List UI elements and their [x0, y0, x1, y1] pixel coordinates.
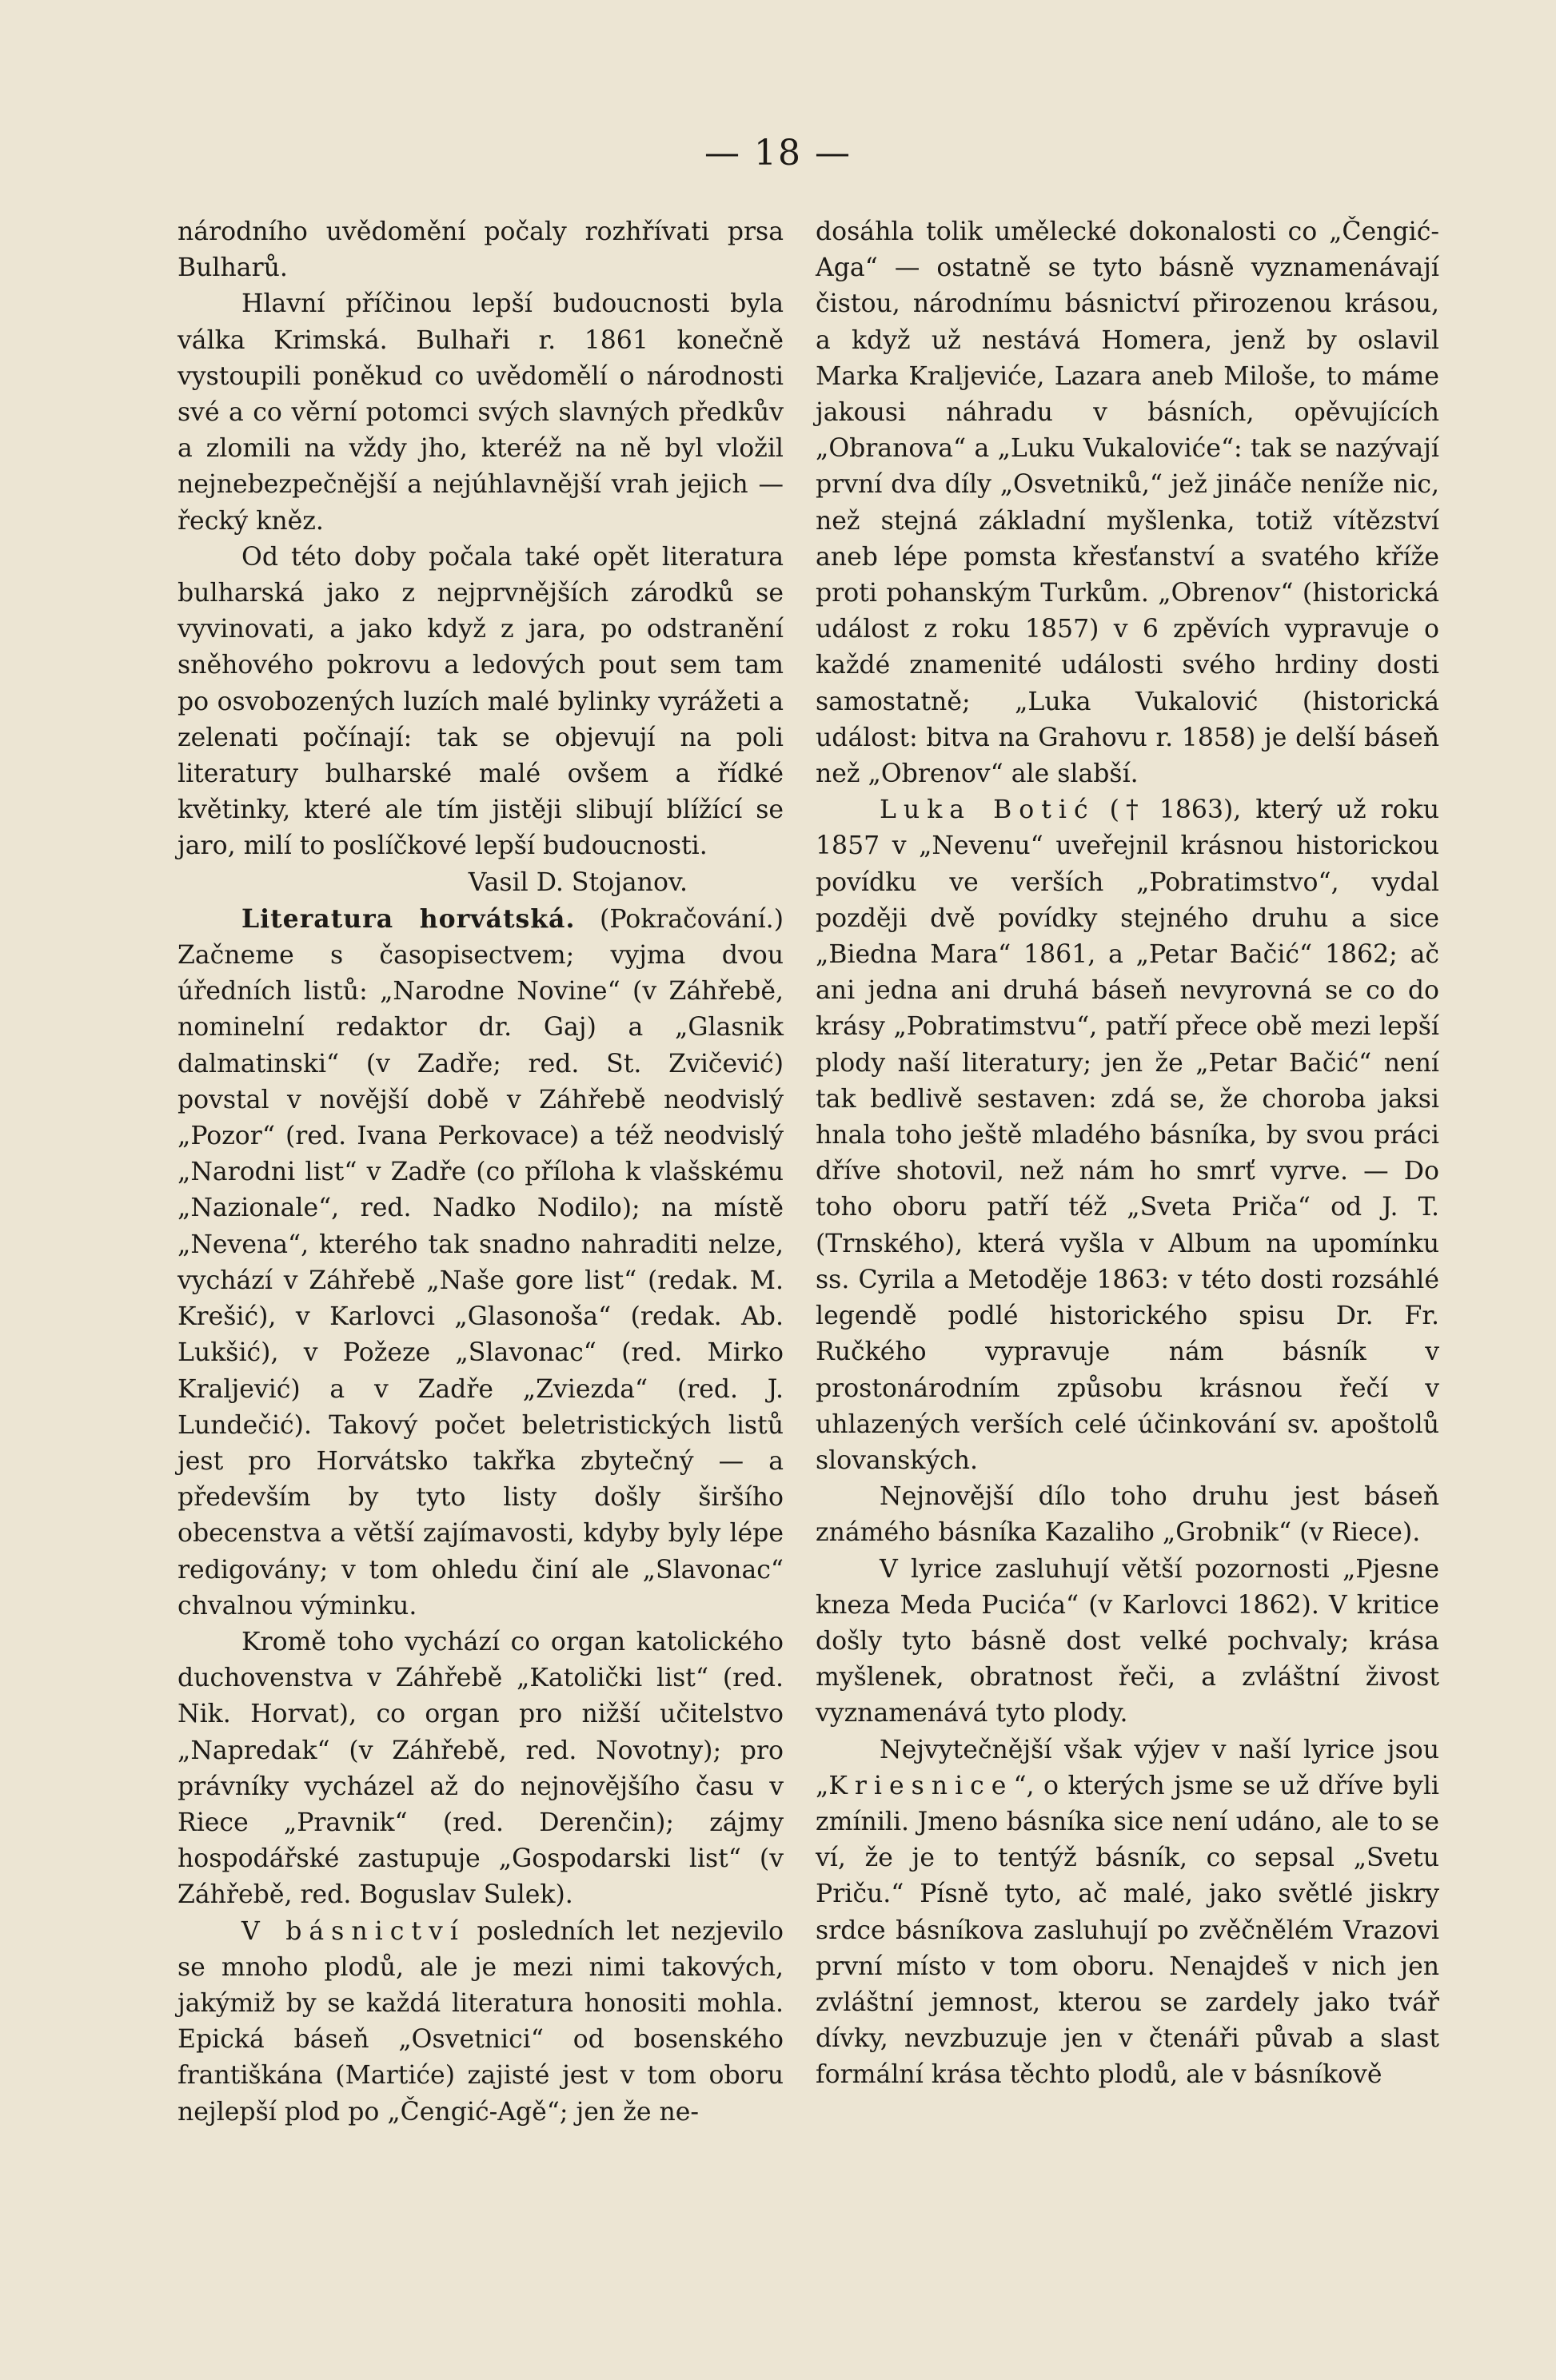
section-heading: Literatura horvátská.	[241, 903, 576, 934]
paragraph-text: “, o kterých jsme se už dříve byli zmínili. Jmeno básníka sice není udáno, ale to se ví, že je to tentýž básník, co sepsal „Svetu Priču.“ Písně tyto, ač malé, jako světlé jiskry srdce básníkova zasluhují po zvěčnělém Vrazovi první místo v tom oboru. Nenajdeš v nich jen zvláštní jemnost, kterou se zardely jako tvář dívky, nevzbuzuje jen v čtenáři půvab a slast formální krása těchto plodů, ale v básníkově	[816, 1771, 1439, 2090]
page-number: — 18 —	[704, 133, 852, 173]
paragraph: Nejnovější dílo toho druhu jest báseň známého básníka Kazaliho „Grobnik“ (v Riece).	[816, 1482, 1439, 1548]
left-column	[178, 214, 784, 2131]
paragraph: národního uvědomění počaly rozhřívati prsa Bulharů.	[178, 217, 784, 283]
paragraph-text: († 1863), který už roku 1857 v „Nevenu“ uveřejnil krásnou historickou povídku ve verších „Pobratimstvo“, vydal později dvě povídky stejného druhu a sice „Biedna Mara“ 1861, a „Petar Bačić“ 1862; ač ani jedna ani druhá báseň nevyrovná se co do krásy „Pobratimstvu“, patří přece obě mezi lepší plody naší literatury; jen že „Petar Bačić“ není tak bedlivě sestaven: zdá se, že choroba jaksi hnala toho ještě mladého básníka, by svou práci dříve shotovil, než nám ho smrť vyrve. — Do toho oboru patří též „Sveta Priča“ od J. T. (Trnského), která vyšla v Album na upomínku ss. Cyrila a Metoděje 1863: v této dosti rozsáhlé legendě podlé historického spisu Dr. Fr. Ručkého vypravuje nám básník v prostonárodním způsobu krásnou řečí v uhlazených verších celé účinkování sv. apoštolů slovanských.	[816, 795, 1440, 1475]
section-paragraph	[178, 901, 784, 1625]
paragraph	[816, 1732, 1439, 2094]
paragraph: dosáhla tolik umělecké dokonalosti co „Čengić-Aga“ — ostatně se tyto básně vyznamenávají čistou, národnímu básnictví přirozenou krásou, a když už nestává Homera, jenž by oslavil Marka Kraljeviće, Lazara aneb Miloše, to máme jakousi náhradu v básních, opěvujících „Obranova“ a „Luku Vukaloviće“: tak se nazývají první dva díly „Osvetniků,“ jež jináče neníže nic, než stejná základní myšlenka, totiž vítězství aneb lépe pomsta křesťanství a svatého kříže proti pohanským Turkům. „Obrenov“ (historická událost z roku 1857) v 6 zpěvích vypravuje o každé znamenité události svého hrdiny dosti samostatně; „Luka Vukalović (historická událost: bitva na Grahovu r. 1858) je delší báseň než „Obrenov“ ale slabší.	[816, 217, 1439, 789]
paragraph: Hlavní příčinou lepší budoucnosti byla válka Krimská. Bulhaři r. 1861 konečně vystoupili poněkud co uvědomělí o národnosti své a co věrní potomci svých slavných předkův a zlomili na vždy jho, kteréž na ně byl vložil nejnebezpečnější a nejúhlavnější vrah jejich — řecký kněz.	[178, 289, 784, 536]
paragraph-text: Nejvytečnější však výjev v naší lyrice jsou „	[816, 1735, 1439, 1800]
paragraph: V lyrice zasluhují větší pozornosti „Pjesne kneza Meda Pucića“ (v Karlovci 1862). V kritice došly tyto básně dost velké pochvaly; krása myšlenek, obratnost řeči, a zvláštní živost vyznamenává tyto plody.	[816, 1554, 1439, 1728]
paragraph: Kromě toho vychází co organ katolického duchovenstva v Záhřebě „Katolički list“ (red. Nik. Horvat), co organ pro nižší učitelstvo „Napredak“ (v Záhřebě, red. Novotny); pro právníky vycházel až do nejnovějšího času v Riece „Pravnik“ (red. Derenčin); zájmy hospodářské zastupuje „Gospodarski list“ (v Záhřebě, red. Boguslav Sulek).	[178, 1627, 784, 1910]
paragraph	[178, 1914, 784, 2131]
paragraph: Od této doby počala také opět literatura bulharská jako z nejprvnějších zárodků se vyvinovati, a jako když z jara, po odstranění sněhového pokrovu a ledových pout sem tam po osvobozených luzích malé bylinky vyrážeti a zelenati počínají: tak se objevují na poli literatury bulharské malé ovšem a řídké květinky, které ale tím jistěji slibují blížící se jaro, milí to poslíčkové lepší budoucnosti.	[178, 542, 784, 861]
paragraph-text: posledních let nezjevilo se mnoho plodů, ale je mezi nimi takových, jakýmiž by se každá literatura honositi mohla. Epická báseň „Osvetnici“ od bosenského františkána (Martiće) zajisté jest v tom oboru nejlepší plod po „Čengić-Agě“; jen že ne-	[178, 1916, 784, 2127]
spaced-emphasis: V básnictví	[241, 1916, 465, 1946]
spaced-emphasis: Luka Botić	[880, 795, 1095, 825]
paragraph-text: (Pokračování.) Začneme s časopisectvem; vyjma dvou úředních listů: „Narodne Novine“ (v Záhřebě, nominelní redaktor dr. Gaj) a „Glasnik dalmatinski“ (v Zadře; red. St. Zvičević) povstal v novější době v Záhřebě neodvislý „Pozor“ (red. Ivana Perkovace) a též neodvislý „Narodni list“ v Zadře (co příloha k vlašskému „Nazionale“, red. Nadko Nodilo); na místě „Nevena“, kterého tak snadno nahraditi nelze, vychází v Záhřebě „Naše gore list“ (redak. M. Krešić), v Karlovci „Glasonoša“ (redak. Ab. Lukšić), v Požeze „Slavonac“ (red. Mirko Kraljević) a v Zadře „Zviezda“ (red. J. Lundečić). Takový počet beletristických listů jest pro Horvátsko takřka zbytečný — a především by tyto listy došly širšího obecenstva a větší zajímavosti, kdyby byly lépe redigovány; v tom ohledu činí ale „Slavonac“ chvalnou výminku.	[178, 904, 784, 1621]
author-signature: Vasil D. Stojanov.	[468, 867, 688, 897]
paragraph	[816, 792, 1439, 1479]
right-column	[816, 214, 1439, 2094]
spaced-emphasis: Kriesnice	[828, 1771, 1014, 1800]
